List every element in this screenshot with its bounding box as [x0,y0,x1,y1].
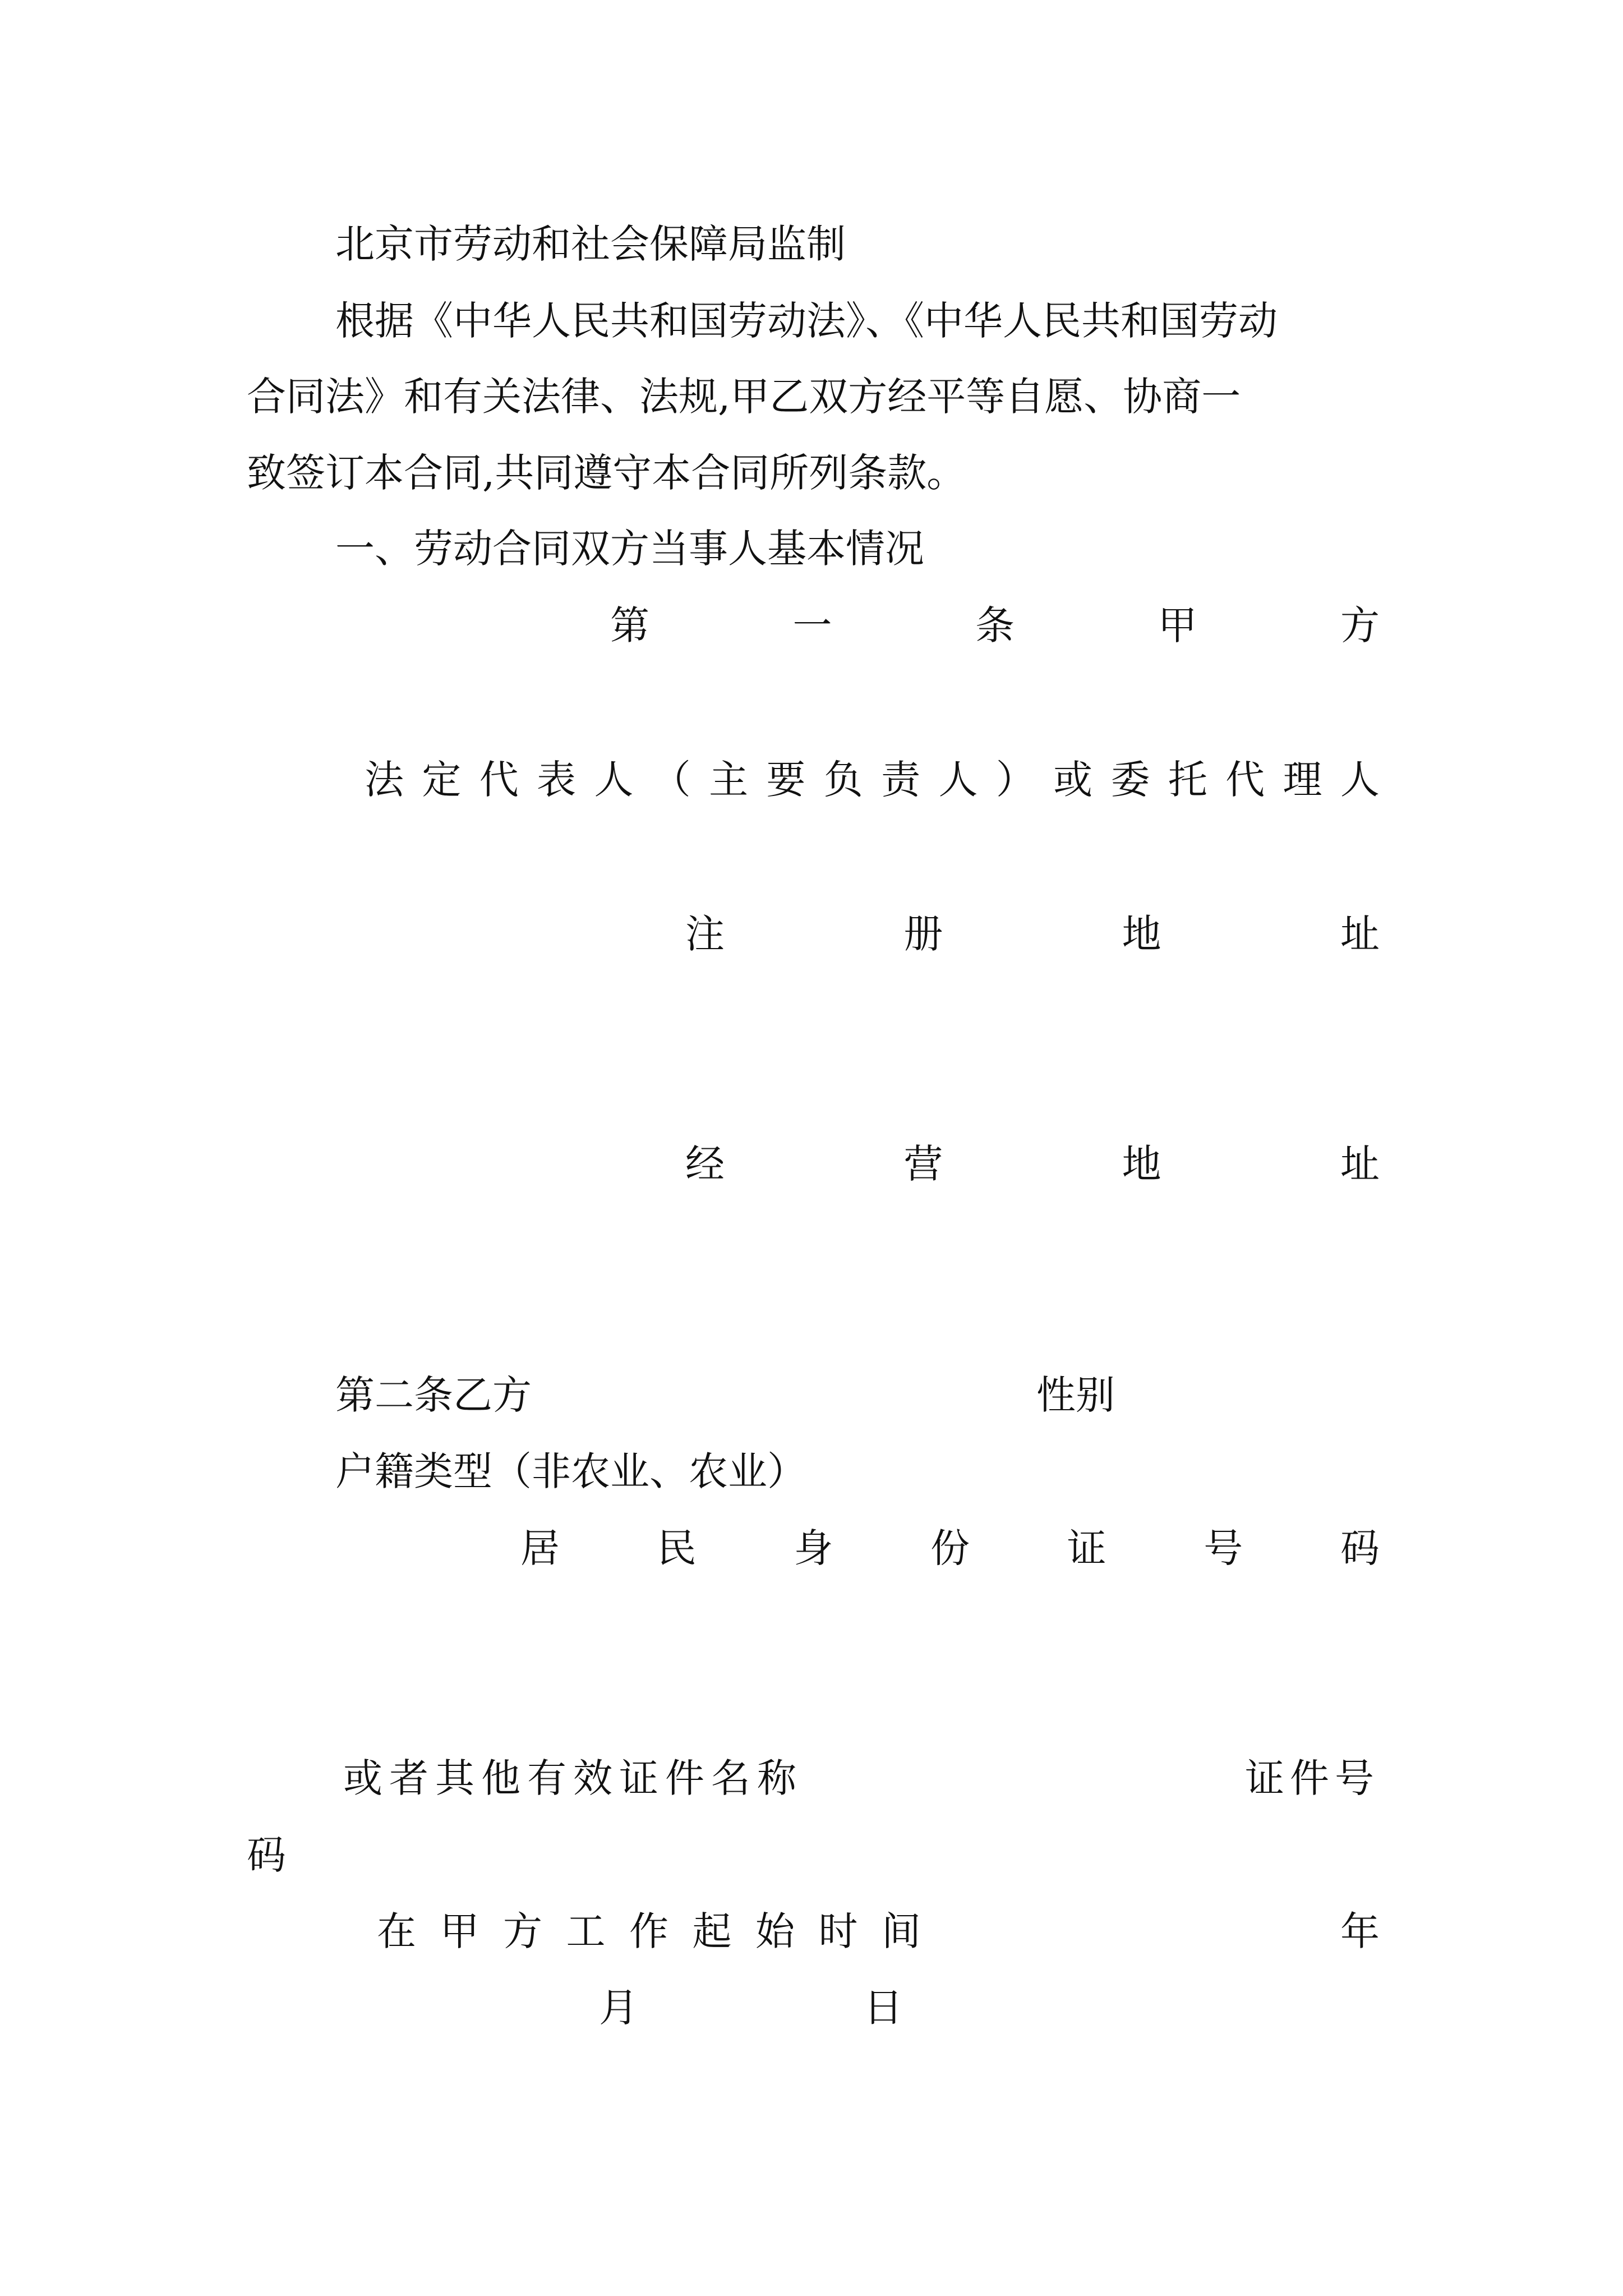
biz-address-char: 经 [685,1141,725,1187]
article1-title-char: 第 [610,602,649,648]
legal-rep-char: 理 [1283,757,1322,803]
reg-address-char: 册 [903,911,943,957]
start-time-label [377,1908,921,1954]
start-time-char: 时 [818,1908,858,1954]
registered-address-label [685,911,1380,957]
legal-rep-char: 主 [709,757,749,803]
start-time-char: 作 [629,1908,668,1954]
article2-title: 第二条乙方 [335,1372,532,1418]
id-number-char: 份 [930,1525,970,1571]
other-id-number-label-cont: 码 [247,1832,286,1878]
legal-rep-char: 委 [1110,757,1150,803]
id-number-label [520,1525,1380,1571]
legal-rep-char: 法 [365,757,404,803]
legal-rep-char: 代 [479,757,519,803]
biz-address-char: 址 [1340,1141,1380,1187]
reg-address-char: 址 [1340,911,1380,957]
legal-rep-char: 表 [537,757,577,803]
month-label: 月 [599,1985,638,2031]
id-number-char: 民 [657,1525,697,1571]
legal-rep-char: 负 [823,757,863,803]
legal-rep-char: 定 [422,757,462,803]
household-type-label: 户籍类型（非农业、农业） [335,1448,806,1494]
article1-title [610,602,1380,648]
supervisor-line: 北京市劳动和社会保障局监制 [335,221,846,267]
gender-label: 性别 [1036,1372,1115,1418]
legal-rep-char: 要 [766,757,806,803]
article1-title-char: 一 [792,602,832,648]
legal-rep-char: （ [651,757,691,803]
legal-rep-char: 人 [594,757,634,803]
legal-rep-char: 或 [1053,757,1093,803]
biz-address-char: 地 [1122,1141,1161,1187]
start-time-char: 工 [566,1908,606,1954]
start-time-char: 在 [377,1908,416,1954]
legal-representative-label [365,757,1380,803]
start-time-char: 起 [692,1908,732,1954]
legal-rep-char: 代 [1225,757,1265,803]
biz-address-char: 营 [903,1141,943,1187]
reg-address-char: 注 [685,911,725,957]
legal-rep-char: 人 [938,757,978,803]
start-time-char: 方 [503,1908,542,1954]
legal-rep-char: ） [995,757,1035,803]
other-id-number-label: 证件号 [1245,1755,1380,1801]
business-address-label [685,1141,1380,1187]
section-heading: 一、劳动合同双方当事人基本情况 [335,526,924,572]
legal-rep-char: 人 [1340,757,1380,803]
intro-line-3: 致签订本合同,共同遵守本合同所列条款。 [247,450,966,496]
id-number-char: 码 [1340,1525,1380,1571]
other-id-name-label: 或者其他有效证件名称 [343,1755,803,1801]
intro-line-1: 根据《中华人民共和国劳动法》、《中华人民共和国劳动 [335,298,1278,344]
day-label: 日 [864,1985,903,2031]
start-time-char: 间 [882,1908,921,1954]
id-number-char: 居 [520,1525,560,1571]
legal-rep-char: 托 [1168,757,1207,803]
article1-title-char: 甲 [1158,602,1197,648]
year-label: 年 [1340,1908,1380,1954]
article1-title-char: 条 [975,602,1015,648]
id-number-char: 号 [1204,1525,1243,1571]
intro-line-2: 合同法》和有关法律、法规,甲乙双方经平等自愿、协商一 [247,374,1241,420]
start-time-char: 甲 [440,1908,479,1954]
id-number-char: 身 [794,1525,833,1571]
id-number-char: 证 [1067,1525,1106,1571]
start-time-char: 始 [755,1908,795,1954]
article1-title-char: 方 [1340,602,1380,648]
legal-rep-char: 责 [881,757,921,803]
reg-address-char: 地 [1122,911,1161,957]
